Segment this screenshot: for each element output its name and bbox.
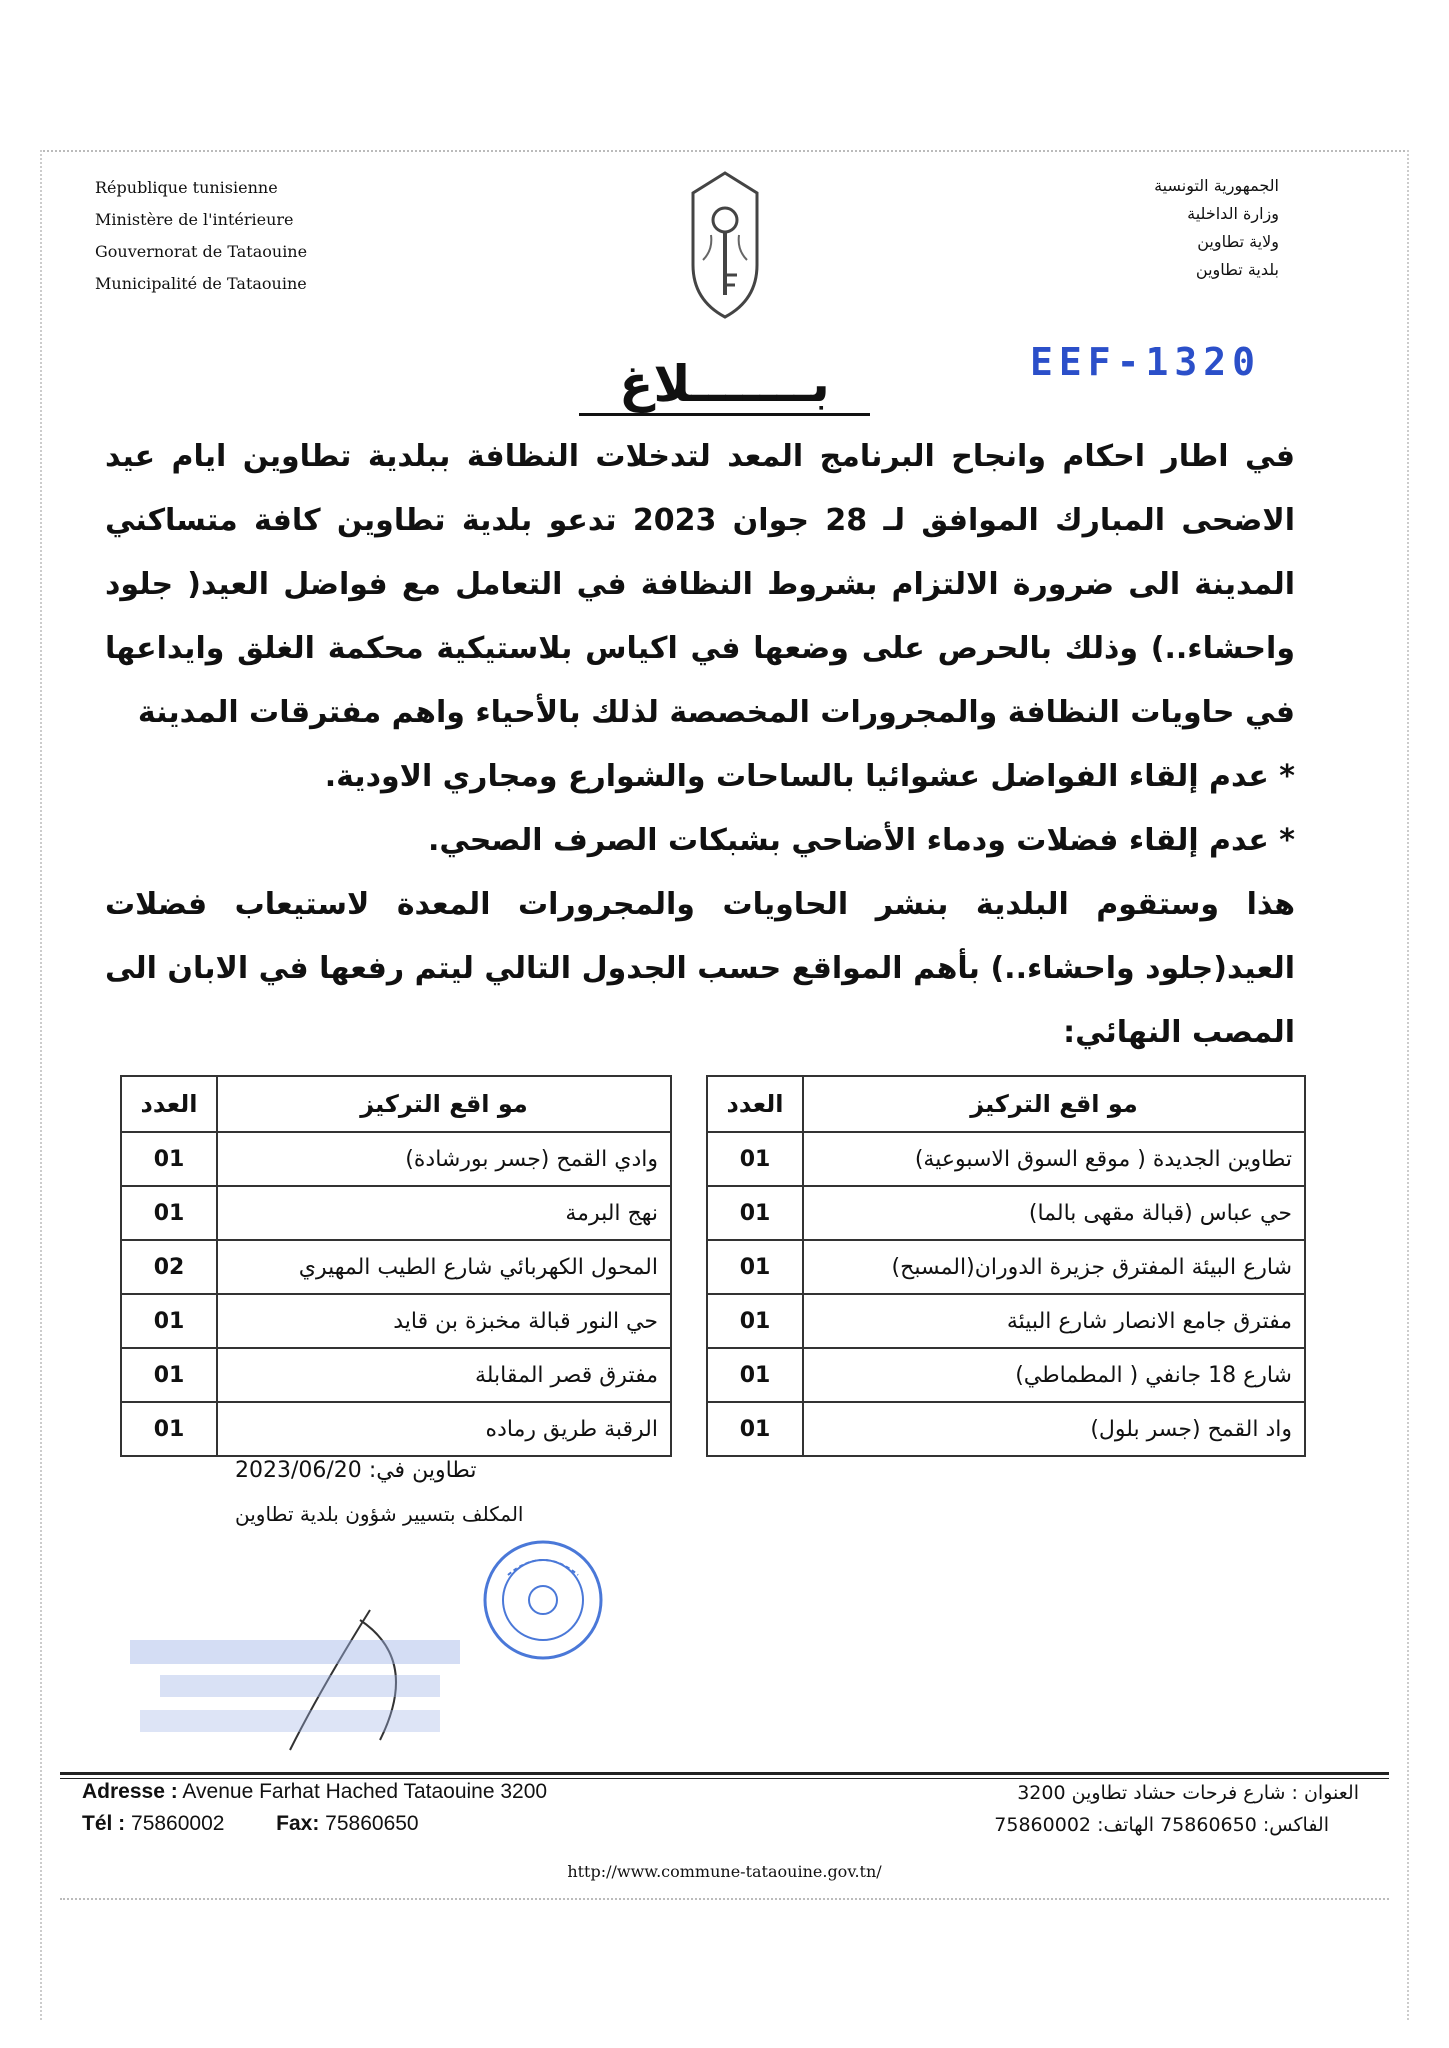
table-header-row: [707, 1076, 1305, 1132]
table-row: [121, 1186, 671, 1240]
cell-location: مفترق جامع الانصار شارع البيئة: [803, 1294, 1305, 1348]
cell-location: الرقبة طريق رماده: [217, 1402, 671, 1456]
date-value: 2023/06/20: [235, 1458, 362, 1483]
cell-count: 01: [707, 1294, 803, 1348]
table-row: [121, 1294, 671, 1348]
header-fr-line: Ministère de l'intérieure: [95, 210, 294, 229]
page-frame-left: [40, 150, 42, 2020]
fax-label: Fax:: [276, 1812, 320, 1835]
table-row: [707, 1240, 1305, 1294]
bullet-1: * عدم إلقاء الفواضل عشوائيا بالساحات والشوارع ومجاري الاودية.: [324, 759, 1295, 794]
cell-location: شارع 18 جانفي ( المطماطي): [803, 1348, 1305, 1402]
website-link[interactable]: http://www.commune-tataouine.gov.tn/: [567, 1862, 882, 1881]
footer-address-fr: [82, 1780, 547, 1804]
footer-address-ar: [1017, 1782, 1359, 1804]
footer-divider: [60, 1772, 1389, 1775]
header-count: العدد: [707, 1076, 803, 1132]
cell-count: 01: [707, 1348, 803, 1402]
place-label: تطاوين في:: [368, 1458, 477, 1483]
cell-location: شارع البيئة المفترق جزيرة الدوران(المسبح): [803, 1240, 1305, 1294]
cell-count: 01: [707, 1402, 803, 1456]
page-frame-right: [1407, 150, 1409, 2020]
cell-location: حي عباس (قبالة مقهى بالما): [803, 1186, 1305, 1240]
place-date: [235, 1458, 476, 1483]
table-row: [707, 1132, 1305, 1186]
cell-location: وادي القمح (جسر بورشادة): [217, 1132, 671, 1186]
locations-table-right: [706, 1075, 1306, 1457]
footer-divider-thin: [60, 1778, 1389, 1779]
bullet-2: * عدم إلقاء فضلات ودماء الأضاحي بشبكات الصرف الصحي.: [428, 823, 1295, 858]
table-row: [707, 1402, 1305, 1456]
cell-count: 01: [121, 1402, 217, 1456]
signatory-role: المكلف بتسيير شؤون بلدية تطاوين: [235, 1502, 524, 1526]
page-frame-top: [40, 150, 1409, 152]
header-ar-line: الجمهورية التونسية: [1154, 176, 1279, 195]
fax-value: 75860650: [325, 1812, 419, 1835]
table-header-row: [121, 1076, 671, 1132]
header-french: [95, 172, 307, 300]
header-fr-line: République tunisienne: [95, 178, 278, 197]
cell-count: 01: [707, 1240, 803, 1294]
locations-table-left: [120, 1075, 672, 1457]
cell-location: واد القمح (جسر بلول): [803, 1402, 1305, 1456]
ar-tel-value: 75860002: [994, 1814, 1092, 1836]
notice-body: [105, 425, 1295, 1065]
cell-location: مفترق قصر المقابلة: [217, 1348, 671, 1402]
cell-location: حي النور قبالة مخبزة بن قايد: [217, 1294, 671, 1348]
signature-stamp-icon: [120, 1600, 480, 1760]
ar-fax-value: 75860650: [1160, 1814, 1257, 1836]
ar-address-label: العنوان :: [1291, 1782, 1359, 1804]
header-arabic: [1154, 172, 1279, 284]
header-fr-line: Gouvernorat de Tataouine: [95, 242, 308, 261]
title-text: بـــــــلاغ: [579, 355, 870, 416]
table-row: [707, 1186, 1305, 1240]
table-row: [121, 1132, 671, 1186]
cell-count: 01: [707, 1132, 803, 1186]
reference-stamp: EEF-1320: [1030, 340, 1262, 384]
table-row: [707, 1348, 1305, 1402]
ar-tel-label: الهاتف:: [1097, 1814, 1155, 1836]
table-row: [707, 1294, 1305, 1348]
address-value: Avenue Farhat Hached Tataouine 3200: [182, 1780, 548, 1803]
cell-count: 01: [121, 1132, 217, 1186]
cell-count: 01: [121, 1348, 217, 1402]
cell-count: 02: [121, 1240, 217, 1294]
ar-address-value: شارع فرحات حشاد تطاوين 3200: [1017, 1782, 1286, 1804]
tel-value: 75860002: [131, 1812, 225, 1835]
official-seal-icon: [478, 1535, 608, 1665]
address-label: Adresse :: [82, 1780, 178, 1803]
paragraph-1: في اطار احكام وانجاح البرنامج المعد لتدخلات النظافة ببلدية تطاوين ايام عيد الاضحى المبارك الموافق لـ 28 جوان 2023 تدعو بلدية تطاوين كافة متساكني المدينة الى ضرورة الالتزام بشروط النظافة في التعامل مع فواضل العيد( جلود واحشاء..) وذلك بالحرص على وضعها في اكياس بلاستيكية محكمة الغلق وايداعها في حاويات النظافة والمجرورات المخصصة لذلك بالأحياء واهم مفترقات المدينة: [105, 439, 1295, 730]
page-frame-bottom: [60, 1898, 1389, 1900]
table-row: [121, 1240, 671, 1294]
header-location: مو اقع التركيز: [803, 1076, 1305, 1132]
cell-count: 01: [707, 1186, 803, 1240]
ar-fax-label: الفاكس:: [1262, 1814, 1329, 1836]
cell-location: نهج البرمة: [217, 1186, 671, 1240]
footer-phone-fr: [82, 1812, 419, 1836]
cell-count: 01: [121, 1294, 217, 1348]
header-count: العدد: [121, 1076, 217, 1132]
header-ar-line: ولاية تطاوين: [1197, 232, 1279, 251]
header-location: مو اقع التركيز: [217, 1076, 671, 1132]
footer-phone-ar: [994, 1814, 1329, 1836]
paragraph-2: هذا وستقوم البلدية بنشر الحاويات والمجرورات المعدة لاستيعاب فضلات العيد(جلود واحشاء..) بأهم المواقع حسب الجدول التالي ليتم رفعها في الابان الى المصب النهائي:: [105, 887, 1295, 1050]
header-ar-line: وزارة الداخلية: [1187, 204, 1279, 223]
document-title: [0, 355, 1449, 413]
tel-label: Tél :: [82, 1812, 126, 1835]
cell-location: المحول الكهربائي شارع الطيب المهيري: [217, 1240, 671, 1294]
header-fr-line: Municipalité de Tataouine: [95, 274, 307, 293]
cell-location: تطاوين الجديدة ( موقع السوق الاسبوعية): [803, 1132, 1305, 1186]
cell-count: 01: [121, 1186, 217, 1240]
header-ar-line: بلدية تطاوين: [1195, 260, 1279, 279]
municipal-emblem-icon: [675, 165, 775, 325]
table-row: [121, 1348, 671, 1402]
table-row: [121, 1402, 671, 1456]
